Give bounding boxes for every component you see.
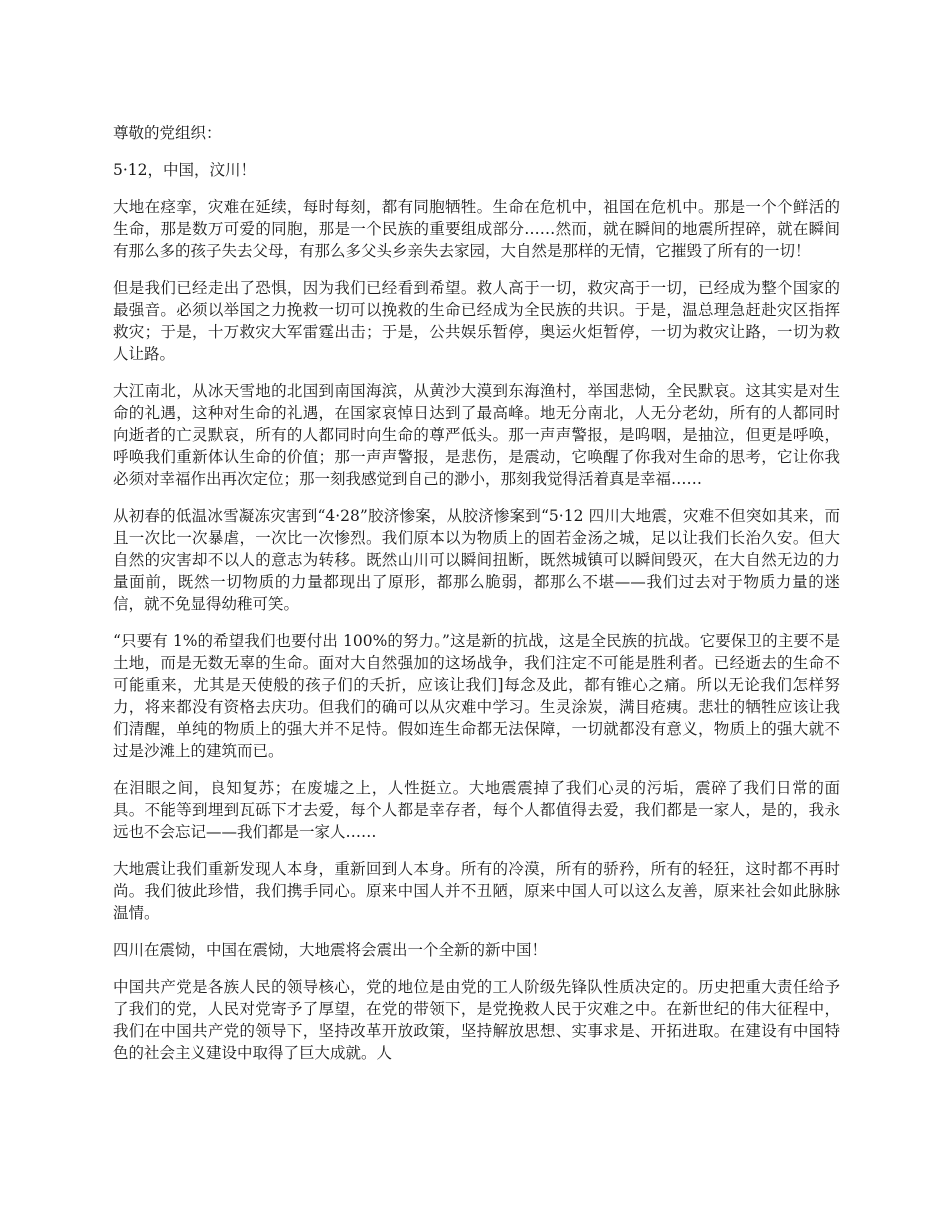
letter-body — [113, 122, 840, 1079]
salutation: 尊敬的党组织： — [113, 124, 222, 142]
paragraph: 在泪眼之间，良知复苏；在废墟之上，人性挺立。大地震震掉了我们心灵的污垢，震碎了我们日常的面具。不能等到埋到瓦砾下才去爱，每个人都是幸存者，每个人都值得去爱，我们都是一家人，是的，我永远也不会忘记——我们都是一家人…… — [113, 779, 840, 841]
paragraph: 中国共产党是各族人民的领导核心，党的地位是由党的工人阶级先锋队性质决定的。历史把重大责任给予了我们的党，人民对党寄予了厚望，在党的带领下，是党挽救人民于灾难之中。在新世纪的伟大征程中，我们在中国共产党的领导下，坚持改革开放政策，坚持解放思想、实事求是、开拓进取。在建设有中国特色的社会主义建设中取得了巨大成就。人 — [113, 978, 840, 1062]
paragraph: 四川在震恸，中国在震恸，大地震将会震出一个全新的新中国！ — [113, 941, 548, 959]
paragraph: 大地震让我们重新发现人本身，重新回到人本身。所有的冷漠，所有的骄矜，所有的轻狂，这时都不再时尚。我们彼此珍惜，我们携手同心。原来中国人并不丑陋，原来中国人可以这么友善，原来社会如此脉脉温情。 — [113, 860, 840, 922]
paragraph: 大江南北，从冰天雪地的北国到南国海滨，从黄沙大漠到东海渔村，举国悲恸，全民默哀。这其实是对生命的礼遇，这种对生命的礼遇，在国家哀悼日达到了最高峰。地无分南北，人无分老幼，所有的人都同时向逝者的亡灵默哀，所有的人都同时向生命的尊严低头。那一声声警报，是呜咽，是抽泣，但更是呼唤，呼唤我们重新体认生命的价值；那一声声警报，是悲伤，是震动，它唤醒了你我对生命的思考，它让你我必须对幸福作出再次定位；那一刻我感觉到自己的渺小，那刻我觉得活着真是幸福…… — [113, 382, 840, 488]
paragraph: 5·12，中国，汶川！ — [113, 161, 257, 179]
paragraph: “只要有 1%的希望我们也要付出 100%的努力。”这是新的抗战，这是全民族的抗战。它要保卫的主要不是土地，而是无数无辜的生命。面对大自然强加的这场战争，我们注定不可能是胜利者。已经逝去的生命不可能重来，尤其是天使般的孩子们的夭折，应该让我们]每念及此，都有锥心之痛。所以无论我们怎样努力，将来都没有资格去庆功。但我们的确可以从灾难中学习。生灵涂炭，满目疮痍。悲壮的牺牲应该让我们清醒，单纯的物质上的强大并不足恃。假如连生命都无法保障，一切就都没有意义，物质上的强大就不过是沙滩上的建筑而已。 — [113, 632, 840, 760]
paragraph: 但是我们已经走出了恐惧，因为我们已经看到希望。救人高于一切，救灾高于一切，已经成为整个国家的最强音。必须以举国之力挽救一切可以挽救的生命已经成为全民族的共识。于是，温总理急赶赴灾区指挥救灾；于是，十万救灾大军雷霆出击；于是，公共娱乐暂停，奥运火炬暂停，一切为救灾让路，一切为救人让路。 — [113, 279, 840, 363]
paragraph: 大地在痉挛，灾难在延续，每时每刻，都有同胞牺牲。生命在危机中，祖国在危机中。那是一个个鲜活的生命，那是数万可爱的同胞，那是一个民族的重要组成部分……然而，就在瞬间的地震所捏碎，就在瞬间有那么多的孩子失去父母，有那么多父头乡亲失去家园，大自然是那样的无情，它摧毁了所有的一切！ — [113, 198, 840, 260]
paragraph: 从初春的低温冰雪凝冻灾害到“4·28”胶济惨案，从胶济惨案到“5·12 四川大地震，灾难不但突如其来，而且一次比一次暴虐，一次比一次惨烈。我们原本以为物质上的固若金汤之城，足以让我们长治久安。但大自然的灾害却不以人的意志为转移。既然山川可以瞬间扭断，既然城镇可以瞬间毁灭，在大自然无边的力量面前，既然一切物质的力量都现出了原形，都那么脆弱，都那么不堪——我们过去对于物质力量的迷信，就不免显得幼稚可笑。 — [113, 507, 840, 613]
